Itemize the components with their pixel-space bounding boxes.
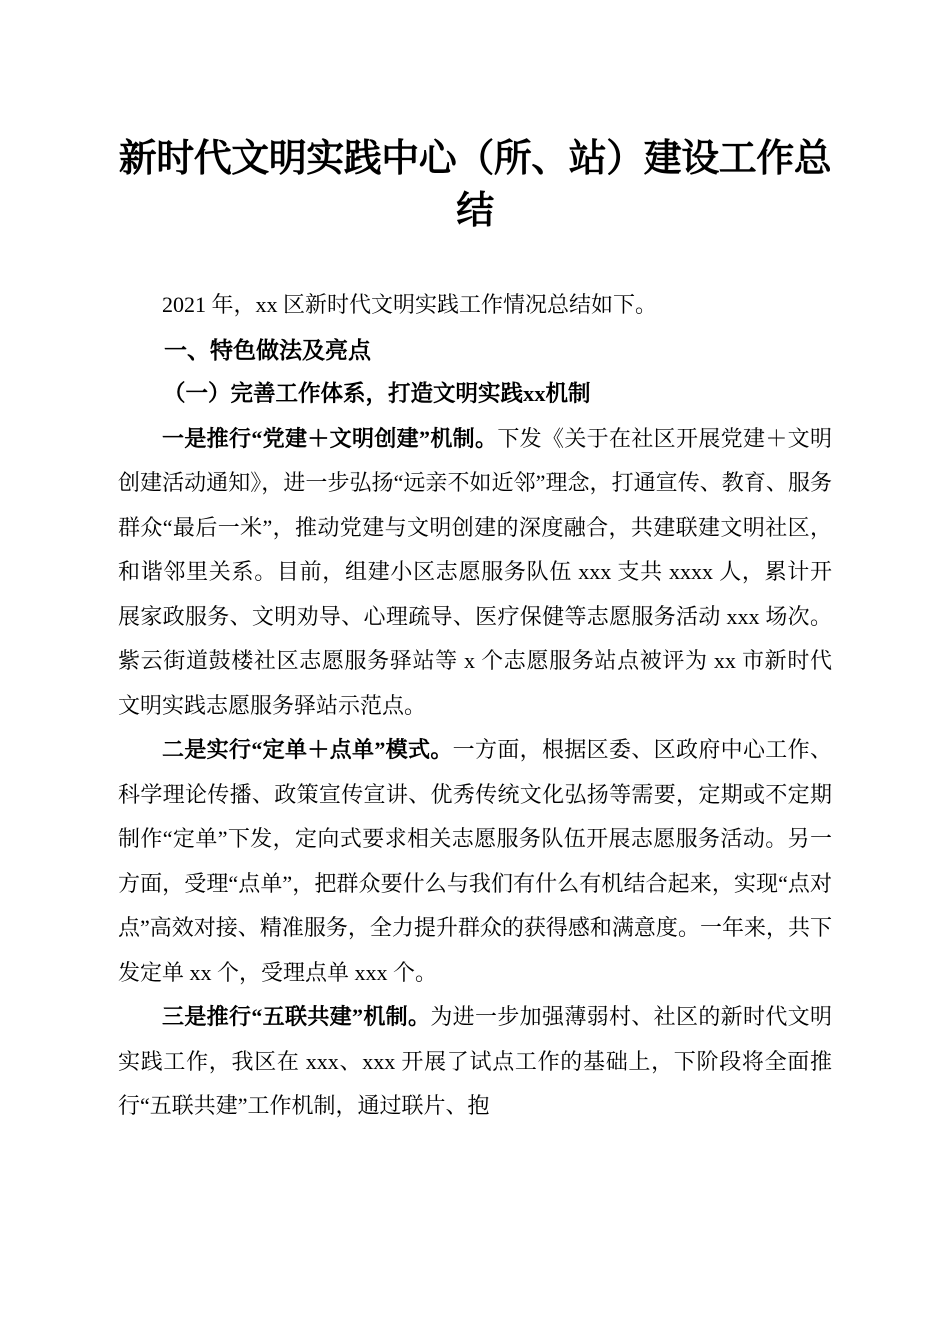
intro-paragraph: 2021 年，xx 区新时代文明实践工作情况总结如下。 [162,292,658,317]
paragraph-text: 下发《关于在社区开展党建＋文明创建活动通知》，进一步弘扬“远亲不如近邻”理念，打通宣传、教育、服务群众“最后一米”，推动党建与文明创建的深度融合，共建联建文明社区，和谐邻里关系。目前，组建小区志愿服务队伍 xxx 支共 xxxx 人，累计开展家政服务、文明劝导、心理疏导、医疗保健等志愿服务活动 xxx 场次。紫云街道鼓楼社区志愿服务驿站等 x 个志愿服务站点被评为 xx 市新时代文明实践志愿服务驿站示范点。 [118,425,832,718]
subsection-heading: （一）完善工作体系，打造文明实践xx机制 [163,381,591,406]
paragraph-lead: 一是推行“党建＋文明创建”机制。 [162,425,498,451]
paragraph-text: 为进一步加强薄弱村、社区的新时代文明实践工作，我区在 xxx、xxx 开展了试点工作的基础上，下阶段将全面推行“五联共建”工作机制，通过联片、抱 [118,1004,832,1118]
document-title: 新时代文明实践中心（所、站）建设工作总结 [118,138,832,232]
body-paragraph [118,417,832,729]
body-paragraph [118,995,832,1129]
paragraph-lead: 二是实行“定单＋点单”模式。 [162,737,453,762]
section-heading: 一、特色做法及亮点 [164,336,371,363]
paragraph-text: 一方面，根据区委、区政府中心工作、科学理论传播、政策宣传宣讲、优秀传统文化弘扬等需要，定期或不定期制作“定单”下发，定向式要求相关志愿服务队伍开展志愿服务活动。另一方面，受理“点单”，把群众要什么与我们有什么有机结合起来，实现“点对点”高效对接、精准服务，全力提升群众的获得感和满意度。一年来，共下发定单 xx 个，受理点单 xxx 个。 [118,737,832,985]
body-paragraph [118,728,832,995]
paragraph-lead: 三是推行“五联共建”机制。 [162,1004,431,1029]
